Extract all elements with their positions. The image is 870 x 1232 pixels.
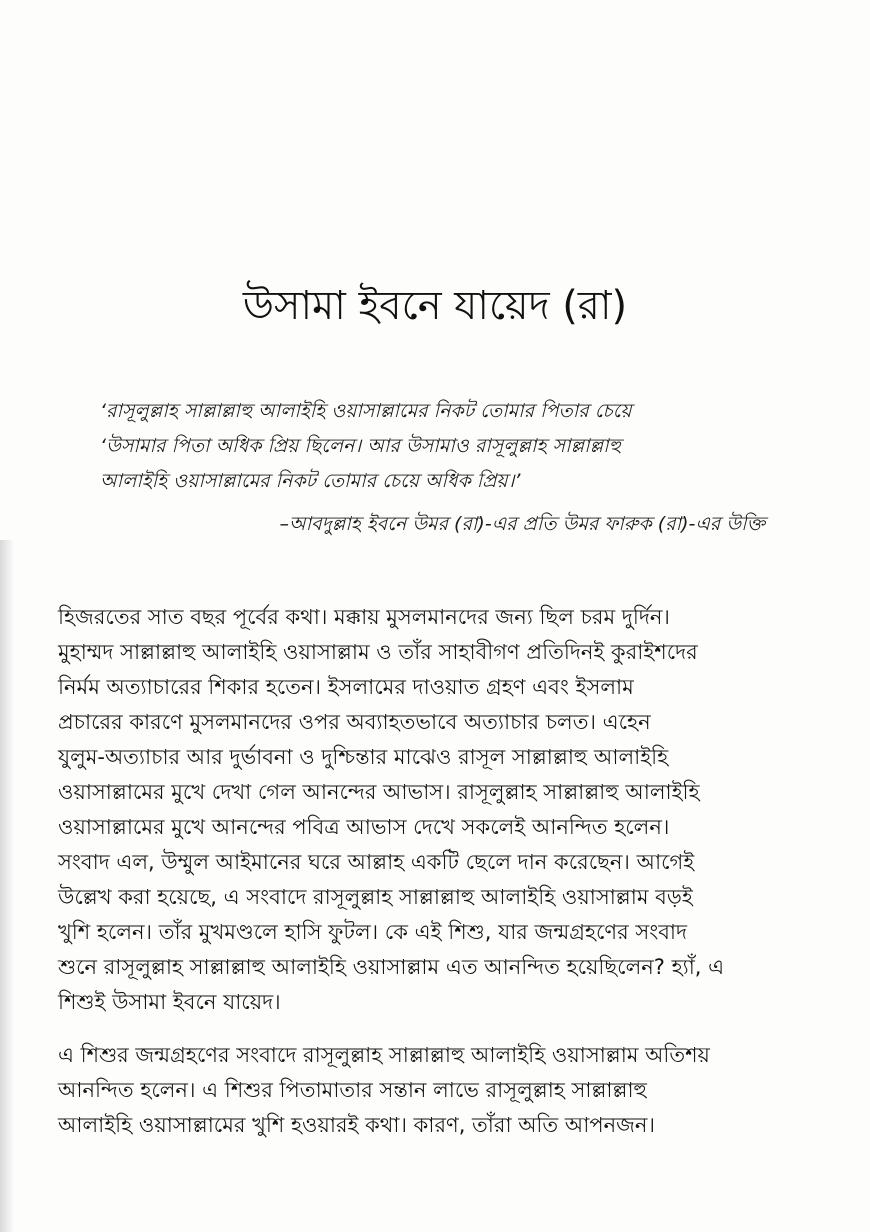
epigraph-quote xyxy=(100,394,768,499)
text-line: শুনে রাসূলুল্লাহ সাল্লাল্লাহু আলাইহি ওয়াসাল্লাম এত আনন্দিত হয়েছিলেন? হ্যাঁ, এ xyxy=(58,955,725,979)
epigraph-line: আলাইহি ওয়াসাল্লামের নিকট তোমার চেয়ে অধিক প্রিয়।’ xyxy=(100,470,521,492)
chapter-title: উসামা ইবনে যায়েদ (রা) xyxy=(242,283,628,329)
paragraph xyxy=(58,1038,810,1143)
text-line: নির্মম অত্যাচারের শিকার হতেন। ইসলামের দাওয়াত গ্রহণ এবং ইসলাম xyxy=(58,675,634,699)
page-gutter-shadow xyxy=(0,540,14,1232)
body-text xyxy=(58,600,810,1143)
text-line: ওয়াসাল্লামের মুখে দেখা গেল আনন্দের আভাস। রাসূলুল্লাহ সাল্লাল্লাহু আলাইহি xyxy=(58,780,700,804)
text-line: হিজরতের সাত বছর পূর্বের কথা। মক্কায় মুসলমানদের জন্য ছিল চরম দুর্দিন। xyxy=(58,605,670,629)
text-line: উল্লেখ করা হয়েছে, এ সংবাদে রাসূলুল্লাহ সাল্লাল্লাহু আলাইহি ওয়াসাল্লাম বড়ই xyxy=(58,885,693,909)
text-line: যুলুম-অত্যাচার আর দুর্ভাবনা ও দুশ্চিন্তার মাঝেও রাসূল সাল্লাল্লাহু আলাইহি xyxy=(58,745,669,769)
epigraph-line: ‘উসামার পিতা অধিক প্রিয় ছিলেন। আর উসামাও রাসূলুল্লাহ সাল্লাল্লাহু xyxy=(100,435,621,457)
text-line: খুশি হলেন। তাঁর মুখমণ্ডলে হাসি ফুটল। কে এই শিশু, যার জন্মগ্রহণের সংবাদ xyxy=(58,920,688,944)
text-line: আনন্দিত হলেন। এ শিশুর পিতামাতার সন্তান লাভে রাসূলুল্লাহ সাল্লাল্লাহু xyxy=(58,1078,647,1102)
text-line: এ শিশুর জন্মগ্রহণের সংবাদে রাসূলুল্লাহ সাল্লাল্লাহু আলাইহি ওয়াসাল্লাম অতিশয় xyxy=(58,1043,710,1067)
epigraph-line: ‘রাসূলুল্লাহ সাল্লাল্লাহু আলাইহি ওয়াসাল্লামের নিকট তোমার পিতার চেয়ে xyxy=(100,400,632,422)
text-line: মুহাম্মদ সাল্লাল্লাহু আলাইহি ওয়াসাল্লাম ও তাঁর সাহাবীগণ প্রতিদিনই কুরাইশদের xyxy=(58,640,698,664)
epigraph-attribution: –আবদুল্লাহ ইবনে উমর (রা)-এর প্রতি উমর ফারুক (রা)-এর উক্তি xyxy=(279,513,765,535)
text-line: সংবাদ এল, উম্মুল আইমানের ঘরে আল্লাহ একটি ছেলে দান করেছেন। আগেই xyxy=(58,850,695,874)
text-line: প্রচারের কারণে মুসলমানদের ওপর অব্যাহতভাবে অত্যাচার চলত। এহেন xyxy=(58,710,651,734)
text-line: আলাইহি ওয়াসাল্লামের খুশি হওয়ারই কথা। কারণ, তাঁরা অতি আপনজন। xyxy=(58,1113,655,1137)
text-line: ওয়াসাল্লামের মুখে আনন্দের পবিত্র আভাস দেখে সকলেই আনন্দিত হলেন। xyxy=(58,815,670,839)
paragraph xyxy=(58,600,810,1020)
text-line: শিশুই উসামা ইবনে যায়েদ। xyxy=(58,990,281,1014)
